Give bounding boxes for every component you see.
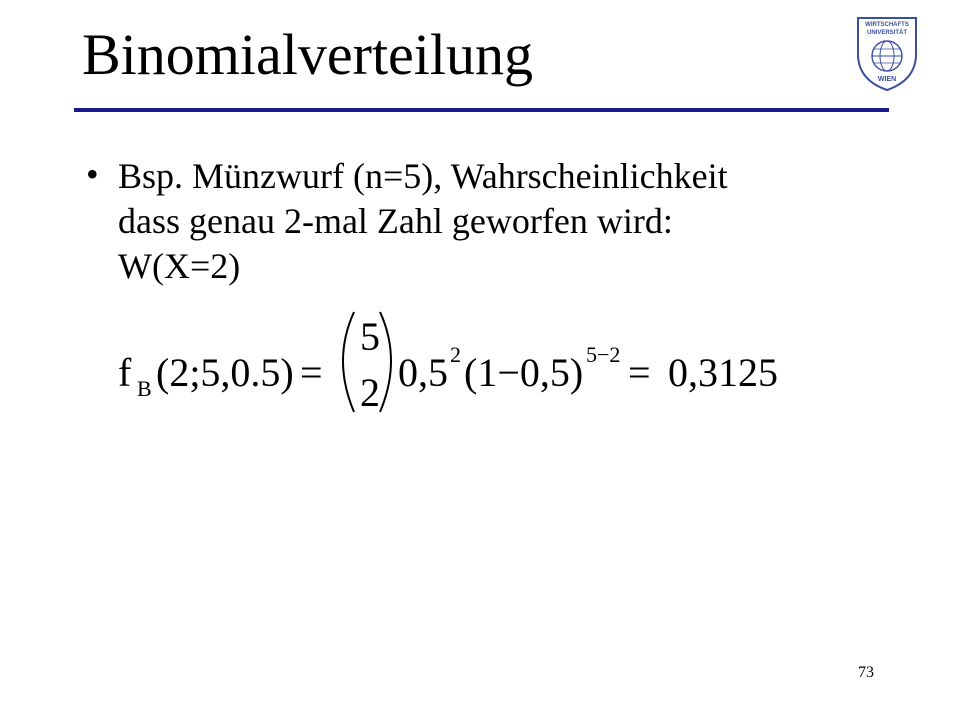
bullet-text [118, 154, 858, 289]
page-number: 73 [858, 664, 874, 681]
bullet-line-2: dass genau 2-mal Zahl geworfen wird: [118, 201, 673, 241]
formula-exponent-2: 5−2 [586, 342, 621, 367]
binomial-bottom: 2 [360, 370, 380, 415]
title-underline [74, 108, 889, 112]
formula-equals-1: = [300, 350, 323, 395]
formula-middle-term: (1−0,5) [464, 350, 584, 395]
formula-arguments: (2;5,0.5) [156, 350, 294, 395]
university-logo [852, 14, 922, 92]
bullet-marker: • [86, 154, 99, 194]
formula-subscript: B [137, 376, 152, 401]
binomial-right-paren [380, 312, 391, 412]
formula-function: f [118, 350, 132, 395]
bullet-line-1: Bsp. Münzwurf (n=5), Wahrscheinlichkeit [118, 156, 728, 196]
bullet-line-3: W(X=2) [118, 246, 241, 286]
binomial-formula [110, 300, 810, 420]
logo-text-1: WIRTSCHAFTS [865, 22, 909, 28]
logo-text-2: UNIVERSITÄT [866, 30, 908, 36]
formula-result: 0,3125 [668, 350, 778, 395]
binomial-top: 5 [360, 314, 380, 359]
binomial-left-paren [343, 312, 354, 412]
slide-title: Binomialverteilung [82, 22, 534, 87]
formula-exponent-1: 2 [450, 342, 461, 367]
formula-equals-2: = [628, 350, 651, 395]
logo-text-3: WIEN [877, 76, 897, 83]
formula-base: 0,5 [398, 350, 448, 395]
